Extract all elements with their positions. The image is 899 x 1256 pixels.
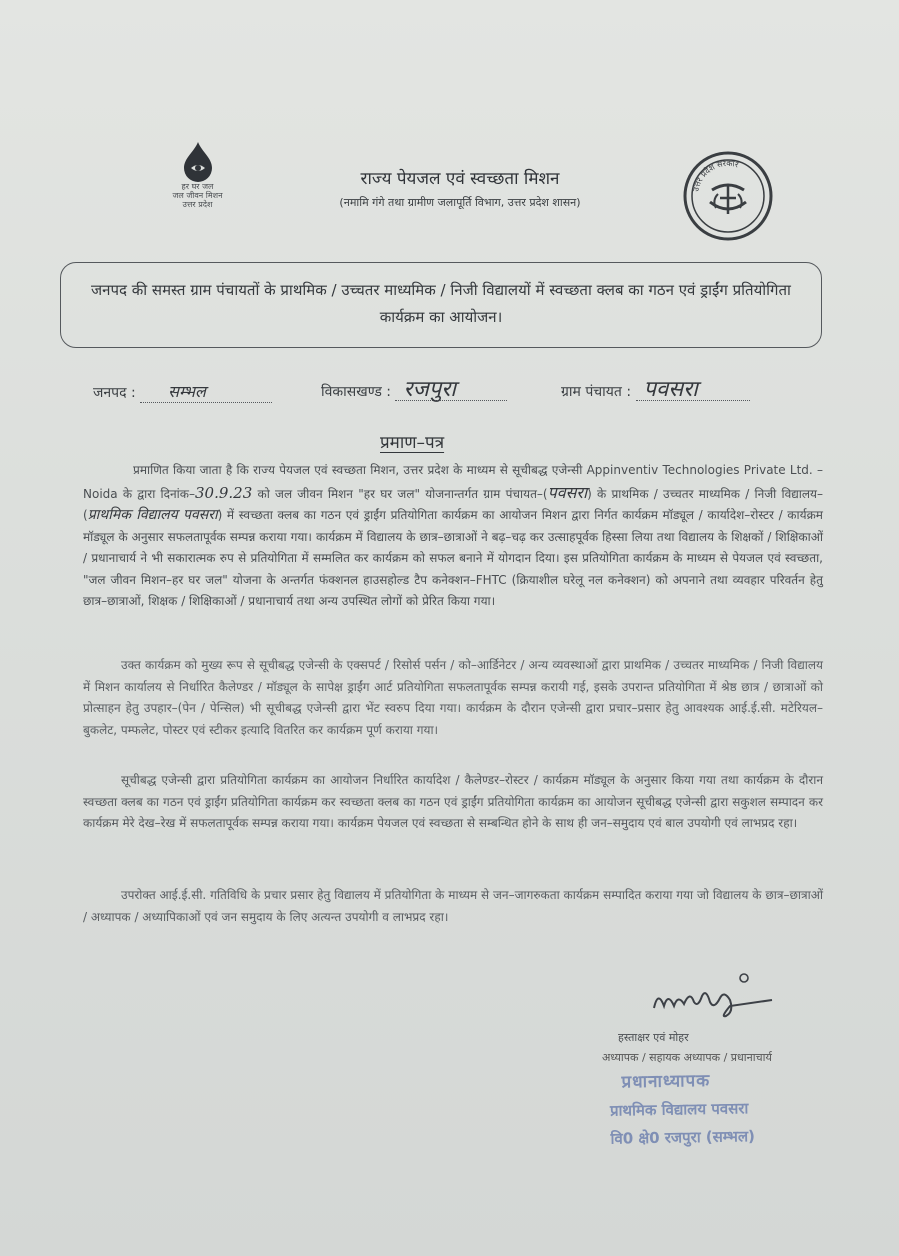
district-field [93,380,272,403]
gram-panchayat-field [561,377,750,402]
designation-text: अध्यापक / सहायक अध्यापक / प्रधानाचार्य [602,1051,772,1064]
p1-text-c: ) के प्राथमिक / उच्चतर माध्यमिक / निजी विद्यालय–( [83,486,824,522]
block-label: विकासखण्ड : [321,384,392,400]
logo-caption-sub: जल जीवन मिशन [172,191,223,200]
program-topic-box: जनपद की समस्त ग्राम पंचायतों के प्राथमिक / उच्चतर माध्यमिक / निजी विद्यालयों में स्वच्छता क्लब का गठन एवं ड्राईंग प्रतियोगिता कार्यक्रम का आयोजन। [60,262,822,348]
body-paragraph-1 [83,460,823,613]
water-drop-icon [178,140,218,182]
stamp-line-1: प्रधानाध्यापक [621,1070,711,1093]
location-fields [93,372,813,402]
body-paragraph-4: उपरोक्त आई.ई.सी. गतिविधि के प्रचार प्रसार हेतु विद्यालय में प्रतियोगिता के माध्यम से जन–जागरुकता कार्यक्रम सम्पादित कराया गया जो विद्यालय के छात्र–छात्राओं / अध्यापक / अध्यापिकाओं एवं जन समुदाय के लिए अत्यन्त उपयोगी व लाभप्रद रहा। [83,888,823,924]
certificate-title: प्रमाण–पत्र [380,433,445,453]
p1-text-b: को जल जीवन मिशन "हर घर जल" योजनान्तर्गत ग्राम पंचायत–( [257,486,548,501]
district-value: सम्भल [140,380,272,403]
seal-icon [682,150,774,242]
org-name: राज्य पेयजल एवं स्वच्छता मिशन [360,169,560,189]
official-stamp [607,1066,808,1148]
handwritten-signature [650,972,780,1022]
stamp-line-2: प्राथमिक विद्यालय पवसरा [609,1099,749,1120]
logo-caption-state: उत्तर प्रदेश [182,200,213,209]
logo-caption: हर घर जल [181,182,214,191]
organization-header [240,166,680,210]
gram-panchayat-label: ग्राम पंचायत : [561,384,632,400]
seal-text: उत्तर प्रदेश सरकार [691,158,740,193]
p1-gp: पवसरा [547,482,588,502]
p1-text-a: प्रमाणित किया जाता है कि राज्य पेयजल एवं स्वच्छता मिशन, उत्तर प्रदेश के माध्यम से सूचीबद्ध एजेन्सी Appinventiv Technologies Private Ltd. – Noida के द्वारा दिनांक– [83,463,823,501]
jal-jeevan-mission-logo [160,140,235,225]
up-government-seal [682,150,774,242]
body-paragraph-3: सूचीबद्ध एजेन्सी द्वारा प्रतियोगिता कार्यक्रम का आयोजन निर्धारित कार्यादेश / कैलेण्डर–रोस्टर / कार्यक्रम मॉड्यूल के अनुसार किया गया तथा कार्यक्रम के दौरान स्वच्छता क्लब का गठन एवं ड्राईंग प्रतियोगिता कार्यक्रम कर स्वच्छता क्लब का गठन एवं ड्राईंग प्रतियोगिता कार्यक्रम का आयोजन सूचीबद्ध एजेन्सी द्वारा सकुशल सम्पादन कर कार्यक्रम मेरे देख–रेख में सफलतापूर्वक सम्पन्न कराया गया। कार्यक्रम पेयजल एवं स्वच्छता से सम्बन्धित होने के साथ ही जन–समुदाय एवं बाल उपयोगी एवं लाभप्रद रहा। [83,773,823,830]
body-paragraph-2: उक्त कार्यक्रम को मुख्य रूप से सूचीबद्ध एजेन्सी के एक्सपर्ट / रिसोर्स पर्सन / को–आर्डिनेटर / अन्य व्यवस्थाओं द्वारा प्राथमिक / उच्चतर माध्यमिक / निजी विद्यालय में मिशन कार्यालय से निर्धारित कैलेण्डर / मॉड्यूल के सापेक्ष ड्राईंग आर्ट प्रतियोगिता सफलतापूर्वक सम्पन्न करायी गई, इसके उपरान्त प्रतियोगिता में श्रेष्ठ छात्र / छात्राओं को प्रोत्साहन हेतु उपहार–(पेन / पेन्सिल) भी सूचीबद्ध एजेन्सी द्वारा भेंट स्वरुप दिया गया। कार्यक्रम के दौरान एजेन्सी द्वारा प्रचार–प्रसार हेतु आवश्यक आई.ई.सी. मटेरियल–बुकलेट, पम्फलेट, पोस्टर एवं स्टीकर इत्यादि वितरित कर कार्यक्रम पूर्ण कराया गया। [83,658,823,737]
gram-panchayat-value: पवसरा [636,380,750,401]
stamp-line-3: वि0 क्षे0 रजपुरा (सम्भल) [610,1127,756,1148]
signature-label: हस्ताक्षर एवं मोहर [618,1031,689,1044]
p1-school: प्राथमिक विद्यालय पवसरा [87,507,218,523]
org-subtitle: (नमामि गंगे तथा ग्रामीण जलापूर्ति विभाग, उत्तर प्रदेश शासन) [339,196,581,209]
block-field [321,377,507,402]
district-label: जनपद : [93,385,136,401]
p1-date: 30.9.23 [195,483,253,502]
p1-text-d: ) में स्वच्छता क्लब का गठन एवं ड्राईंग प्रतियोगिता कार्यक्रम का आयोजन मिशन द्वारा निर्गत कार्यक्रम मॉड्यूल / कार्यादेश–रोस्टर / कार्यक्रम मॉड्यूल के अनुसार सफलतापूर्वक सम्पन्न कराया गया। कार्यक्रम में विद्यालय के छात्र–छात्राओं ने बढ़–चढ़ कर उत्साहपूर्वक हिस्सा लिया तथा विद्यालय के शिक्षकों / शिक्षिकाओं / प्रधानाचार्य ने भी सकारात्मक रुप से प्रतियोगिता में सम्मलित कर कार्यक्रम को सफल बनाने में योगदान दिया। इस प्रतियोगिता कार्यक्रम के माध्यम से पेयजल एवं स्वच्छता, "जल जीवन मिशन–हर घर जल" योजना के अन्तर्गत फंक्शनल हाउसहोल्ड टैप कनेक्शन–FHTC (क्रियाशील घरेलू नल कनेक्शन) को अपनाने तथा व्यवहार परिवर्तन हेतु छात्र–छात्राओं, शिक्षक / शिक्षिकाओं / प्रधानाचार्य तथा अन्य उपस्थित लोगों को प्रेरित किया गया। [83,508,823,608]
block-value: रजपुरा [395,380,507,401]
